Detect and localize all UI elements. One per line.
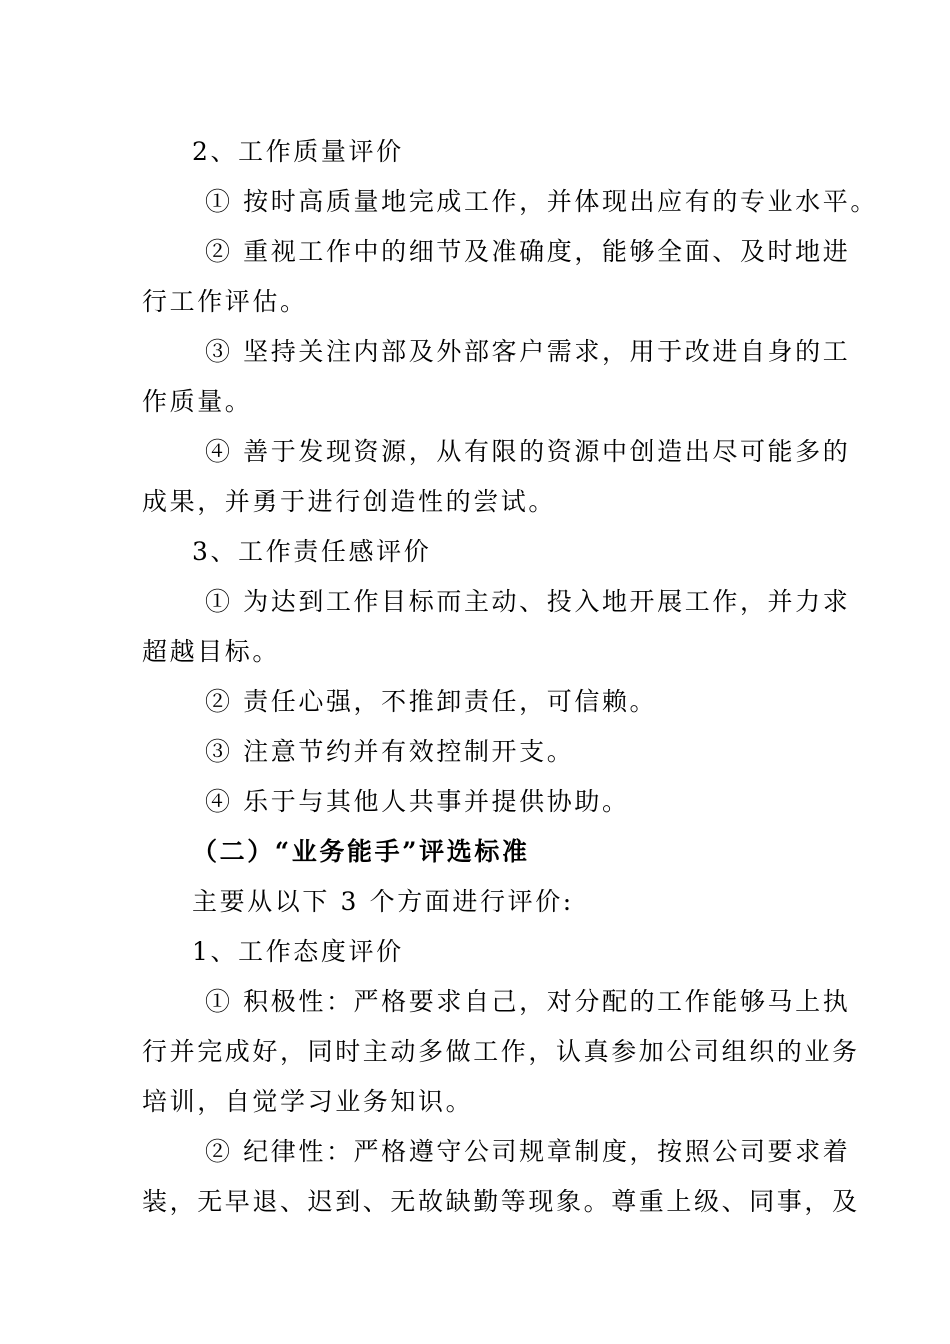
paragraph-line: 成果，并勇于进行创造性的尝试。 bbox=[142, 487, 557, 516]
section-heading-business-expert: （二）“业务能手”评选标准 bbox=[192, 837, 530, 866]
paragraph-line: ④ 善于发现资源，从有限的资源中创造出尽可能多的 bbox=[205, 437, 851, 466]
paragraph-line: ② 责任心强，不推卸责任，可信赖。 bbox=[205, 687, 658, 716]
paragraph-line: ③ 注意节约并有效控制开支。 bbox=[205, 737, 575, 766]
paragraph-line: 装，无早退、迟到、无故缺勤等现象。尊重上级、同事，及 bbox=[142, 1187, 860, 1216]
paragraph-line: 超越目标。 bbox=[142, 637, 281, 666]
section-heading-responsibility: 3、工作责任感评价 bbox=[192, 537, 432, 566]
paragraph-line: ② 纪律性：严格遵守公司规章制度，按照公司要求着 bbox=[205, 1137, 851, 1166]
paragraph-line: 行工作评估。 bbox=[142, 287, 308, 316]
paragraph-line: ① 为达到工作目标而主动、投入地开展工作，并力求 bbox=[205, 587, 851, 616]
paragraph-line: ① 按时高质量地完成工作，并体现出应有的专业水平。 bbox=[205, 187, 878, 216]
paragraph-line: ④ 乐于与其他人共事并提供协助。 bbox=[205, 787, 630, 816]
section-heading-work-attitude: 1、工作态度评价 bbox=[192, 937, 404, 966]
paragraph-line: 作质量。 bbox=[142, 387, 253, 416]
paragraph-line: 行并完成好，同时主动多做工作，认真参加公司组织的业务 bbox=[142, 1037, 860, 1066]
paragraph-line: ③ 坚持关注内部及外部客户需求，用于改进自身的工 bbox=[205, 337, 851, 366]
paragraph-line: 主要从以下 3 个方面进行评价: bbox=[192, 887, 574, 916]
paragraph-line: ② 重视工作中的细节及准确度，能够全面、及时地进 bbox=[205, 237, 851, 266]
paragraph-line: ① 积极性：严格要求自己，对分配的工作能够马上执 bbox=[205, 987, 851, 1016]
section-heading-work-quality: 2、工作质量评价 bbox=[192, 137, 404, 166]
paragraph-line: 培训，自觉学习业务知识。 bbox=[142, 1087, 474, 1116]
